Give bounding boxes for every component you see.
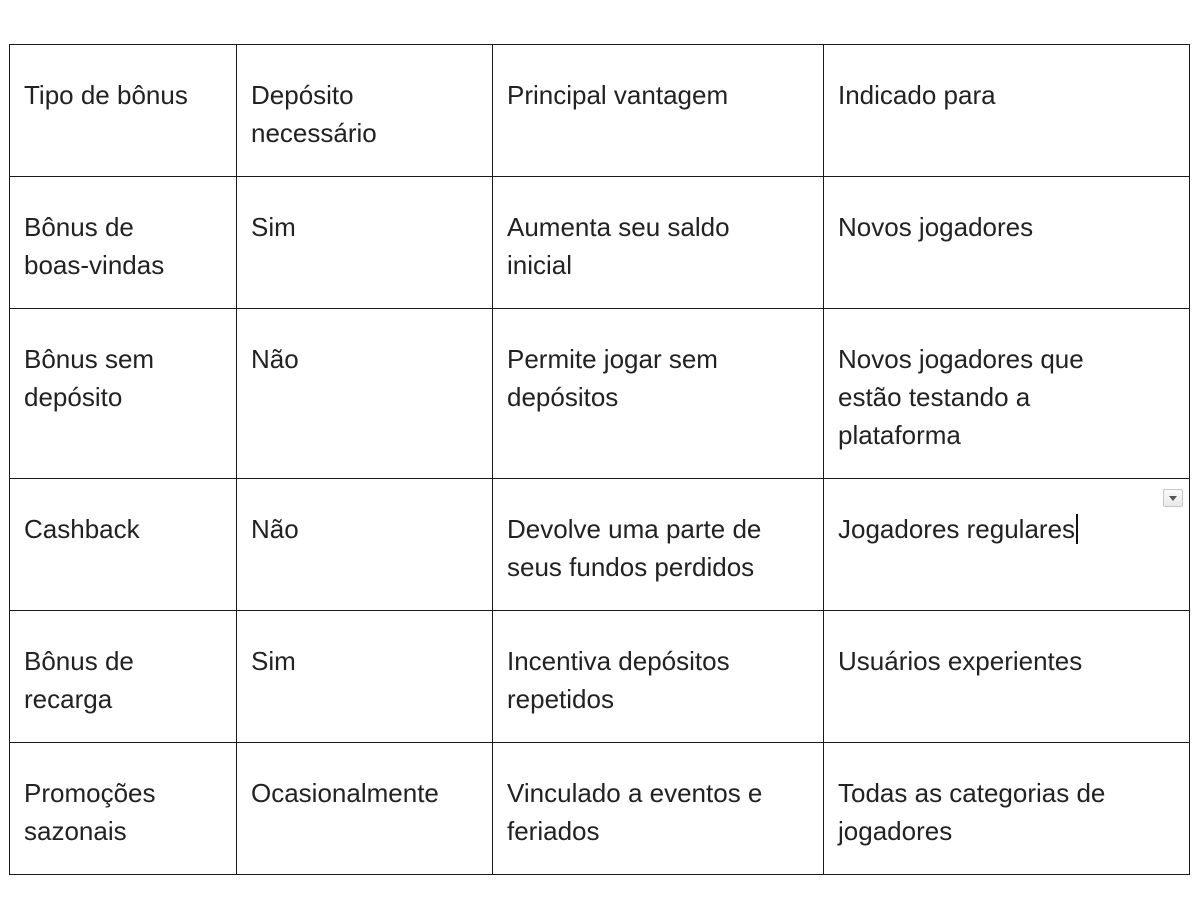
table-cell[interactable]	[824, 309, 1190, 479]
table-cell[interactable]	[10, 743, 237, 875]
cell-bonus-type: Bônus de recarga	[24, 646, 134, 714]
table-cell[interactable]	[493, 479, 824, 611]
cell-main-advantage: Vinculado a eventos e feriados	[507, 778, 763, 846]
header-main-advantage: Principal vantagem	[507, 80, 729, 110]
table-cell[interactable]	[824, 177, 1190, 309]
table-cell[interactable]	[237, 309, 493, 479]
bonus-comparison-table	[9, 44, 1190, 875]
table-cell[interactable]	[493, 611, 824, 743]
cell-bonus-type: Bônus sem depósito	[24, 344, 155, 412]
table-header-row	[10, 45, 1190, 177]
cell-recommended-for: Novos jogadores que estão testando a plataforma	[838, 344, 1084, 450]
cell-recommended-for: Todas as categorias de jogadores	[838, 778, 1106, 846]
table-cell[interactable]	[237, 611, 493, 743]
table-cell[interactable]	[824, 611, 1190, 743]
table-cell[interactable]	[10, 309, 237, 479]
table-cell-active[interactable]	[824, 479, 1190, 611]
table-row	[10, 479, 1190, 611]
cell-deposit-required: Sim	[251, 212, 296, 242]
table-cell[interactable]	[237, 177, 493, 309]
cell-recommended-for-editing	[824, 479, 1189, 548]
cell-main-advantage: Incentiva depósitos repetidos	[507, 646, 730, 714]
table-row	[10, 611, 1190, 743]
cell-menu-button[interactable]	[1163, 489, 1183, 507]
header-recommended-for: Indicado para	[838, 80, 996, 110]
cell-bonus-type: Cashback	[24, 514, 140, 544]
chevron-down-icon	[1169, 496, 1177, 501]
cell-recommended-for: Usuários experientes	[838, 646, 1083, 676]
table-cell[interactable]	[237, 45, 493, 177]
table-cell[interactable]	[10, 177, 237, 309]
header-deposit-required: Depósito necessário	[251, 80, 377, 148]
table-cell[interactable]	[824, 743, 1190, 875]
cell-deposit-required: Não	[251, 344, 299, 374]
table-cell[interactable]	[493, 309, 824, 479]
table-cell[interactable]	[237, 479, 493, 611]
table-cell[interactable]	[493, 177, 824, 309]
table-cell[interactable]	[237, 743, 493, 875]
table-cell[interactable]	[493, 743, 824, 875]
cell-main-advantage: Permite jogar sem depósitos	[507, 344, 718, 412]
table-cell[interactable]	[10, 45, 237, 177]
cell-recommended-for: Novos jogadores	[838, 212, 1034, 242]
table-row	[10, 177, 1190, 309]
table-row	[10, 743, 1190, 875]
table-cell[interactable]	[824, 45, 1190, 177]
cell-deposit-required: Ocasionalmente	[251, 778, 439, 808]
cell-bonus-type: Bônus de boas-vindas	[24, 212, 165, 280]
cell-deposit-required: Não	[251, 514, 299, 544]
table-cell[interactable]	[493, 45, 824, 177]
header-bonus-type: Tipo de bônus	[24, 80, 188, 110]
text-cursor	[1076, 514, 1078, 544]
cell-main-advantage: Aumenta seu saldo inicial	[507, 212, 730, 280]
cell-bonus-type: Promoções sazonais	[24, 778, 156, 846]
table-row	[10, 309, 1190, 479]
cell-recommended-for: Jogadores regulares	[838, 514, 1076, 544]
table-cell[interactable]	[10, 611, 237, 743]
cell-deposit-required: Sim	[251, 646, 296, 676]
cell-main-advantage: Devolve uma parte de seus fundos perdidos	[507, 514, 762, 582]
table-cell[interactable]	[10, 479, 237, 611]
